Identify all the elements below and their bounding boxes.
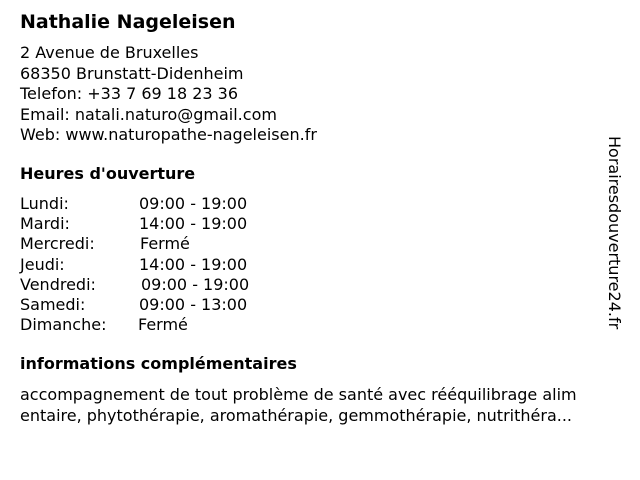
day-label: Dimanche: (20, 315, 107, 335)
hours-heading: Heures d'ouverture (20, 164, 196, 183)
info-description (20, 384, 620, 426)
site-brand-label: Horairesdouverture24.fr (605, 136, 624, 330)
business-name: Nathalie Nageleisen (20, 11, 236, 33)
info-heading: informations complémentaires (20, 354, 297, 373)
day-hours: Fermé (138, 315, 188, 335)
website-link[interactable]: Web: www.naturopathe-nageleisen.fr (20, 125, 317, 144)
day-hours: 14:00 - 19:00 (139, 254, 248, 274)
city-postal: 68350 Brunstatt-Didenheim (20, 63, 244, 83)
day-hours: 09:00 - 13:00 (139, 294, 248, 314)
email-address[interactable]: Email: natali.naturo@gmail.com (20, 104, 277, 124)
contact-block (20, 43, 317, 146)
day-hours: 09:00 - 19:00 (139, 194, 248, 213)
info-line-1: accompagnement de tout problème de santé avec rééquilibrage alim (20, 385, 577, 404)
street-address: 2 Avenue de Bruxelles (20, 43, 199, 62)
day-label: Vendredi: (20, 274, 96, 294)
info-line-2: entaire, phytothérapie, aromathérapie, gemmothérapie, nutrithéra... (20, 406, 572, 425)
day-label: Samedi: (20, 294, 86, 314)
day-label: Mardi: (20, 214, 70, 234)
day-label: Lundi: (20, 194, 69, 213)
day-hours: Fermé (140, 234, 190, 254)
day-label: Jeudi: (20, 254, 65, 274)
day-hours: 09:00 - 19:00 (141, 274, 250, 294)
phone-number[interactable]: Telefon: +33 7 69 18 23 36 (20, 84, 239, 103)
day-label: Mercredi: (20, 234, 95, 254)
day-hours: 14:00 - 19:00 (139, 214, 248, 234)
